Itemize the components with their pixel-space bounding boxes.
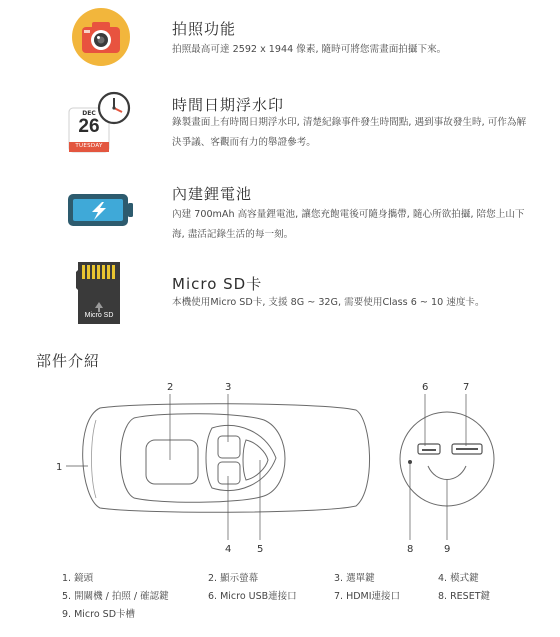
reset-hole (408, 460, 412, 464)
callout-1: 1 (56, 462, 63, 473)
section-title: 部件介紹 (36, 352, 101, 370)
feature-description: 錄製畫面上有時間日期浮水印, 清楚紀錄事件發生時間點, 遇到事故發生時, 可作為解決爭議、客觀而有力的舉證參考。 (172, 117, 527, 148)
device-diagram (0, 380, 560, 560)
callout-2: 2 (167, 382, 174, 393)
legend-item: 5. 開關機 / 拍照 / 確認鍵 (62, 591, 169, 602)
feature-description: 本機使用Micro SD卡, 支援 8G ~ 32G, 需要使用Class 6 ~ 10 速度卡。 (172, 297, 485, 308)
callout-6: 6 (422, 382, 429, 393)
feature-title: 內建鋰電池 (172, 185, 253, 203)
calendar-month: DEC (82, 110, 96, 117)
feature-description: 拍照最高可達 2592 x 1944 像素, 隨時可將您需畫面拍攝下來。 (172, 44, 447, 55)
feature-title: 時間日期浮水印 (172, 96, 285, 114)
feature-description: 內建 700mAh 高容量鋰電池, 讓您充飽電後可隨身攜帶, 隨心所欲拍攝, 陪您上山下海, 盡活記錄生活的每一刻。 (172, 209, 525, 240)
callout-3: 3 (225, 382, 232, 393)
calendar-clock-icon (66, 90, 136, 156)
legend-item: 4. 模式鍵 (438, 573, 479, 584)
calendar-weekday: TUESDAY (75, 143, 103, 149)
legend-item: 3. 選單鍵 (334, 573, 375, 584)
legend-item: 2. 顯示螢幕 (208, 573, 259, 584)
callout-7: 7 (463, 382, 470, 393)
callout-5: 5 (257, 544, 264, 555)
micro-sd-card-icon (74, 260, 124, 326)
feature-title: 拍照功能 (172, 20, 237, 38)
card-label: Micro SD (84, 312, 114, 319)
feature-title: Micro SD卡 (172, 275, 263, 293)
calendar-day: 26 (78, 116, 100, 137)
callout-4: 4 (225, 544, 232, 555)
callout-8: 8 (407, 544, 414, 555)
callout-9: 9 (444, 544, 451, 555)
legend-item: 7. HDMI連接口 (334, 591, 401, 602)
battery-icon (66, 192, 136, 228)
legend-item: 1. 鏡頭 (62, 573, 94, 584)
legend-item: 9. Micro SD卡槽 (62, 609, 136, 620)
legend-item: 6. Micro USB連接口 (208, 591, 297, 602)
camera-icon (72, 8, 130, 66)
legend-item: 8. RESET鍵 (438, 591, 491, 602)
